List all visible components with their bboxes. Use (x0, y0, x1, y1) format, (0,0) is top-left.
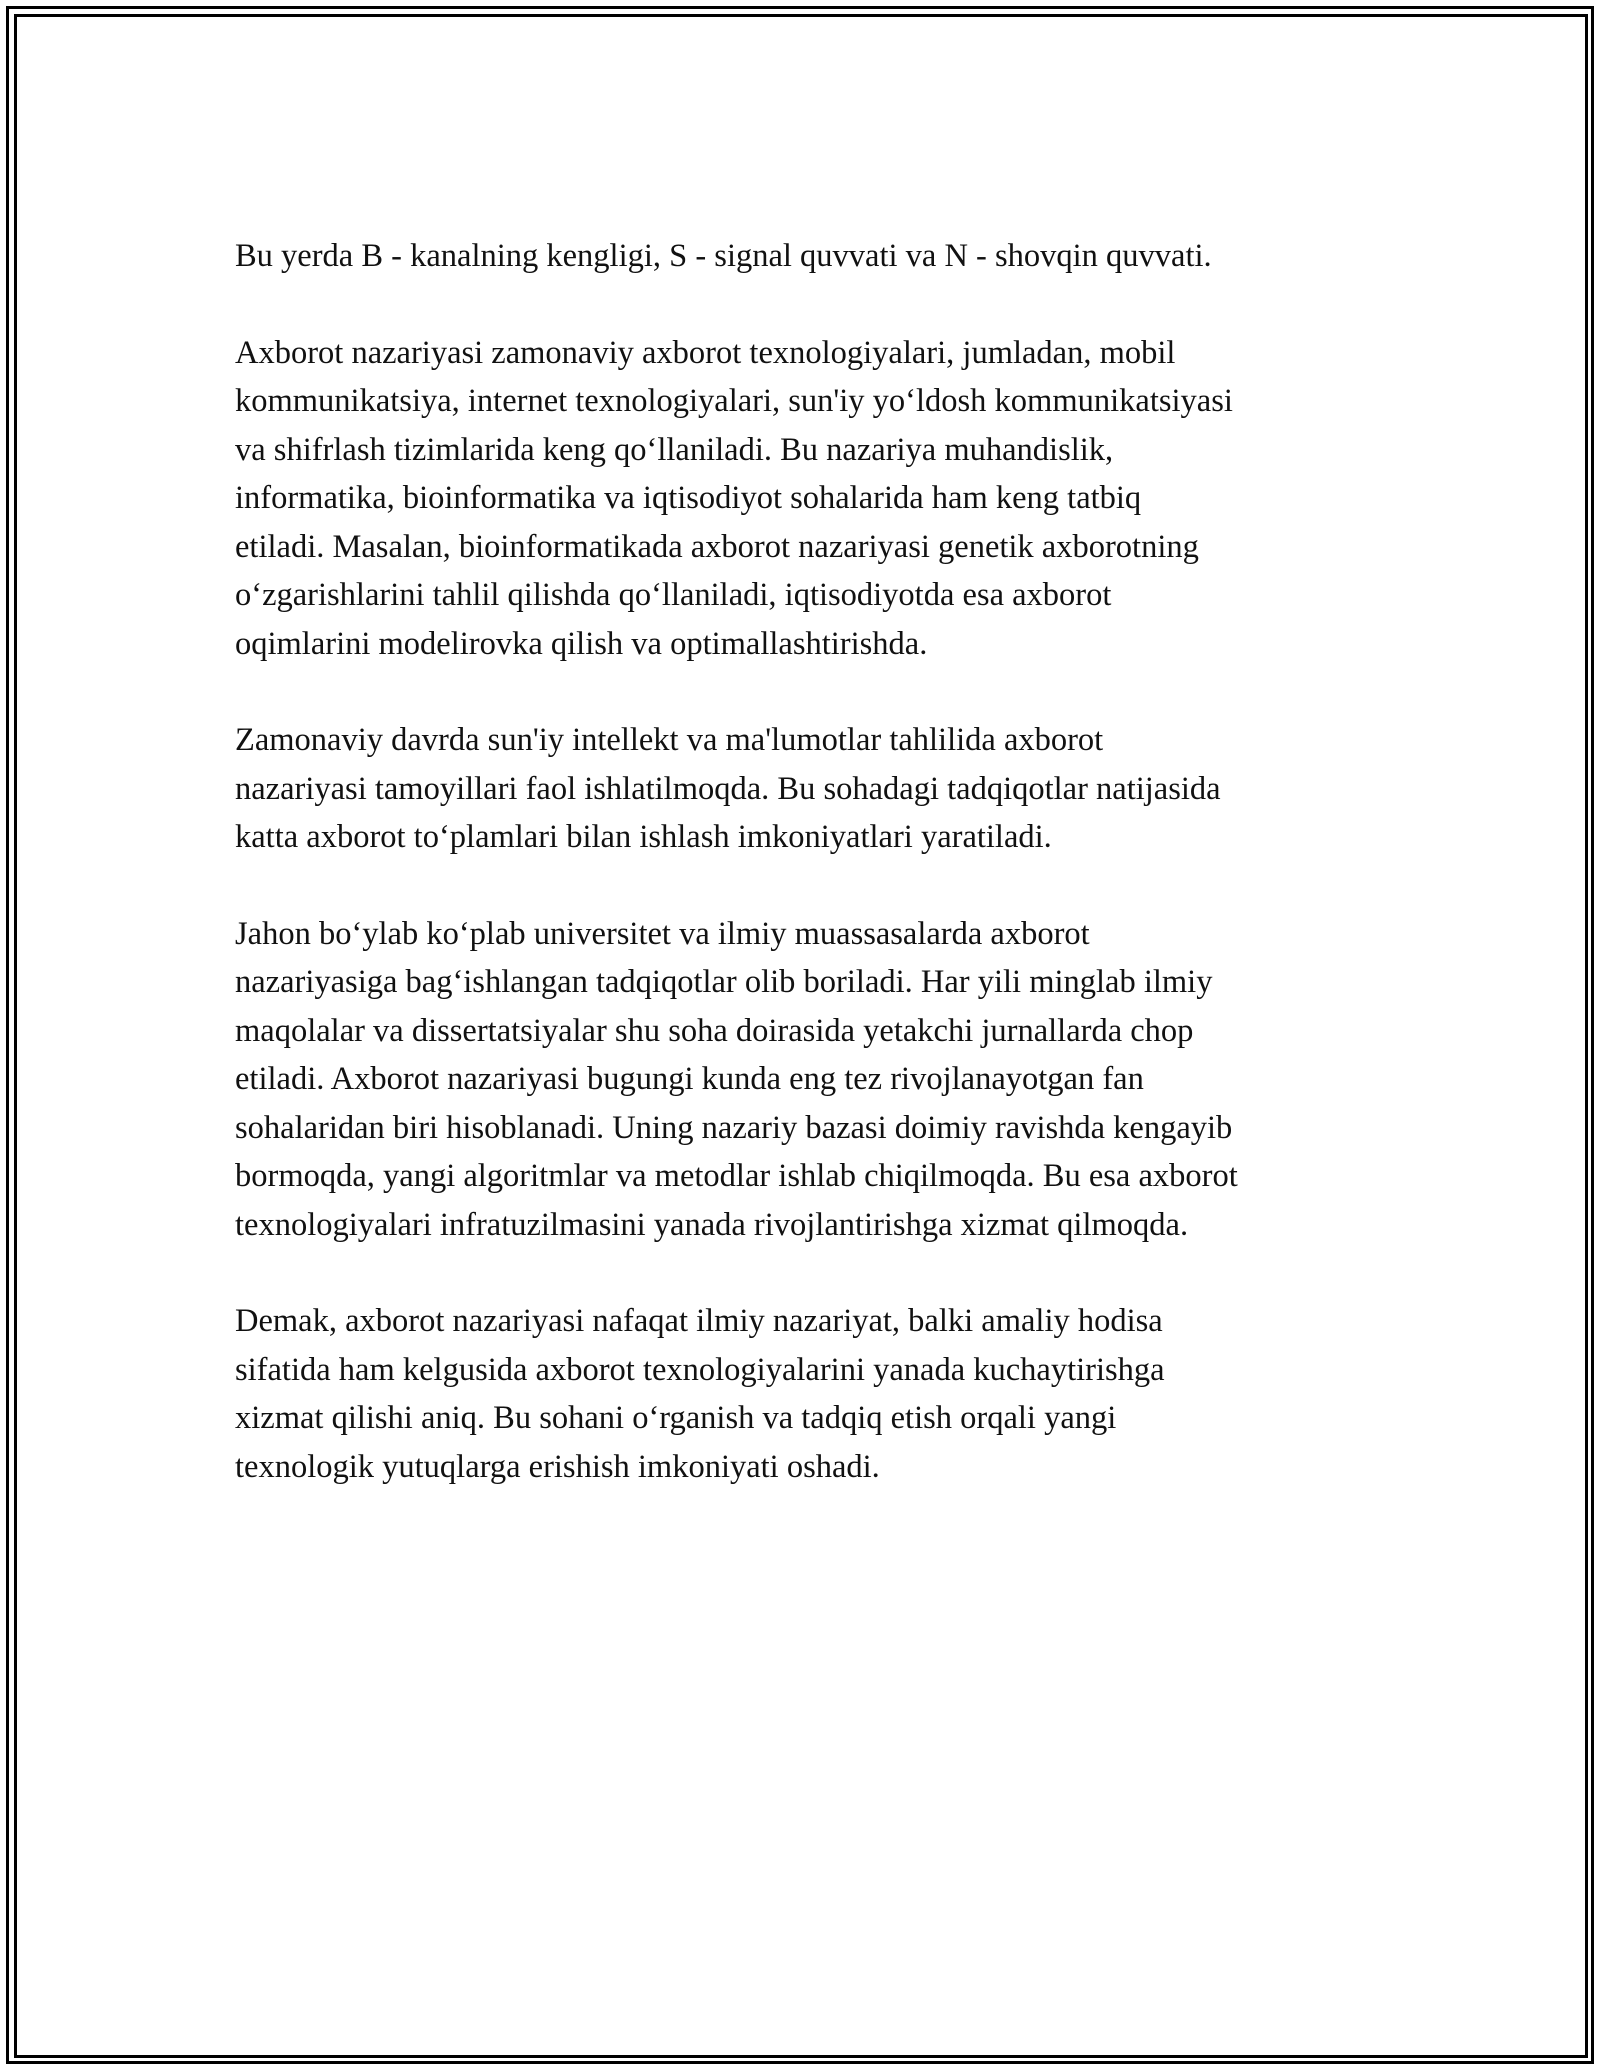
text-line: bormoqda, yangi algoritmlar va metodlar ishlab chiqilmoqda. Bu esa axborot (235, 1158, 1238, 1194)
text-line: Bu yerda B - kanalning kengligi, S - signal quvvati va N - shovqin quvvati. (235, 238, 1212, 274)
text-line: Axborot nazariyasi zamonaviy axborot texnologiyalari, jumladan, mobil (235, 334, 1176, 371)
text-line: oqimlarini modelirovka qilish va optimallashtirishda. (235, 625, 928, 662)
text-line: Demak, axborot nazariyasi nafaqat ilmiy nazariyat, balki amaliy hodisa (235, 1303, 1163, 1339)
text-line: katta axborot to‘plamlari bilan ishlash imkoniyatlari yaratiladi. (235, 819, 1052, 855)
text-line: texnologiyalari infratuzilmasini yanada rivojlantirishga xizmat qilmoqda. (235, 1206, 1189, 1243)
text-line: etiladi. Axborot nazariyasi bugungi kunda eng tez rivojlanayotgan fan (235, 1061, 1144, 1097)
paragraph-applications (235, 329, 1375, 669)
text-line: nazariyasi tamoyillari faol ishlatilmoqda. Bu sohadagi tadqiqotlar natijasida (235, 770, 1221, 807)
text-line: Jahon bo‘ylab ko‘plab universitet va ilmiy muassasalarda axborot (235, 915, 1090, 952)
paragraph-conclusion (235, 1297, 1375, 1491)
paragraph-research (235, 910, 1375, 1250)
text-line: Zamonaviy davrda sun'iy intellekt va ma'lumotlar tahlilida axborot (235, 722, 1104, 758)
text-line: o‘zgarishlarini tahlil qilishda qo‘llaniladi, iqtisodiyotda esa axborot (235, 577, 1112, 613)
text-line: va shifrlash tizimlarida keng qo‘llaniladi. Bu nazariya muhandislik, (235, 431, 1114, 468)
text-line: xizmat qilishi aniq. Bu sohani o‘rganish va tadqiq etish orqali yangi (235, 1400, 1117, 1436)
document-body (235, 232, 1375, 1539)
text-line: maqolalar va dissertatsiyalar shu soha doirasida yetakchi jurnallarda chop (235, 1012, 1194, 1049)
text-line: etiladi. Masalan, bioinformatikada axborot nazariyasi genetik axborotning (235, 528, 1199, 565)
paragraph-ai-data (235, 716, 1375, 862)
paragraph-formula-note (235, 232, 1375, 281)
text-line: sifatida ham kelgusida axborot texnologiyalarini yanada kuchaytirishga (235, 1351, 1165, 1388)
text-line: texnologik yutuqlarga erishish imkoniyati oshadi. (235, 1448, 880, 1485)
text-line: informatika, bioinformatika va iqtisodiyot sohalarida ham keng tatbiq (235, 480, 1142, 516)
text-line: kommunikatsiya, internet texnologiyalari, sun'iy yo‘ldosh kommunikatsiyasi (235, 383, 1233, 419)
text-line: sohalaridan biri hisoblanadi. Uning nazariy bazasi doimiy ravishda kengayib (235, 1109, 1233, 1146)
text-line: nazariyasiga bag‘ishlangan tadqiqotlar olib boriladi. Har yili minglab ilmiy (235, 964, 1213, 1000)
